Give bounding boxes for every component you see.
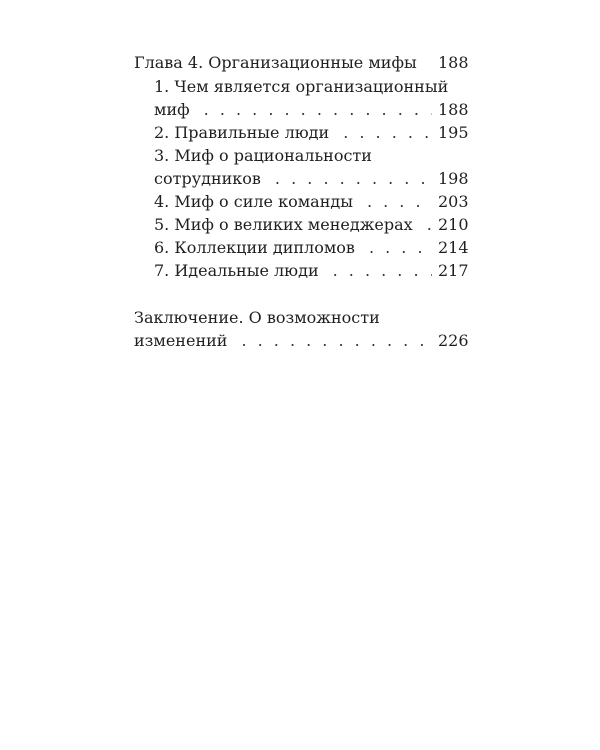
page-number: 214 bbox=[438, 238, 469, 257]
toc-entry-chapter-4 bbox=[134, 51, 469, 74]
toc-entry-title: Глава 4. Организационные мифы bbox=[134, 53, 417, 72]
page-number: 198 bbox=[438, 169, 469, 188]
toc-entry-section-6 bbox=[154, 236, 469, 259]
leader-dots bbox=[333, 259, 432, 282]
toc-entry-section-3 bbox=[154, 144, 469, 190]
toc-entry-title: 4. Миф о силе команды bbox=[154, 192, 353, 211]
toc-entry-title-line2: миф bbox=[154, 100, 190, 119]
toc-entry-title-line2: изменений bbox=[134, 331, 228, 350]
leader-dots bbox=[431, 51, 432, 74]
toc-entry-conclusion bbox=[134, 306, 469, 352]
page-number: 188 bbox=[438, 53, 469, 72]
page-number: 217 bbox=[438, 261, 469, 280]
toc-entry-section-2 bbox=[154, 121, 469, 144]
toc-entry-title: 5. Миф о великих менеджерах bbox=[154, 215, 413, 234]
page-number: 226 bbox=[438, 331, 469, 350]
leader-dots bbox=[241, 329, 432, 352]
page-number: 210 bbox=[438, 215, 469, 234]
page-number: 203 bbox=[438, 192, 469, 211]
table-of-contents bbox=[134, 51, 469, 352]
toc-entry-title-line1: Заключение. О возможности bbox=[134, 308, 380, 327]
toc-entry-title: 2. Правильные люди bbox=[154, 123, 330, 142]
leader-dots bbox=[369, 236, 432, 259]
page-number: 188 bbox=[438, 100, 469, 119]
toc-entry-title-line1: 1. Чем является организационный bbox=[154, 77, 449, 96]
leader-dots bbox=[275, 167, 432, 190]
toc-entry-section-5 bbox=[154, 213, 469, 236]
leader-dots bbox=[204, 98, 432, 121]
page-number: 195 bbox=[438, 123, 469, 142]
toc-entry-title-line2: сотрудников bbox=[154, 169, 261, 188]
leader-dots bbox=[367, 190, 432, 213]
toc-entry-title: 6. Коллекции дипломов bbox=[154, 238, 355, 257]
toc-entry-title-line1: 3. Миф о рациональности bbox=[154, 146, 372, 165]
leader-dots bbox=[343, 121, 432, 144]
toc-entry-section-7 bbox=[154, 259, 469, 282]
leader-dots bbox=[427, 213, 432, 236]
toc-entry-section-1 bbox=[154, 75, 469, 121]
toc-entry-section-4 bbox=[154, 190, 469, 213]
toc-entry-title: 7. Идеальные люди bbox=[154, 261, 319, 280]
